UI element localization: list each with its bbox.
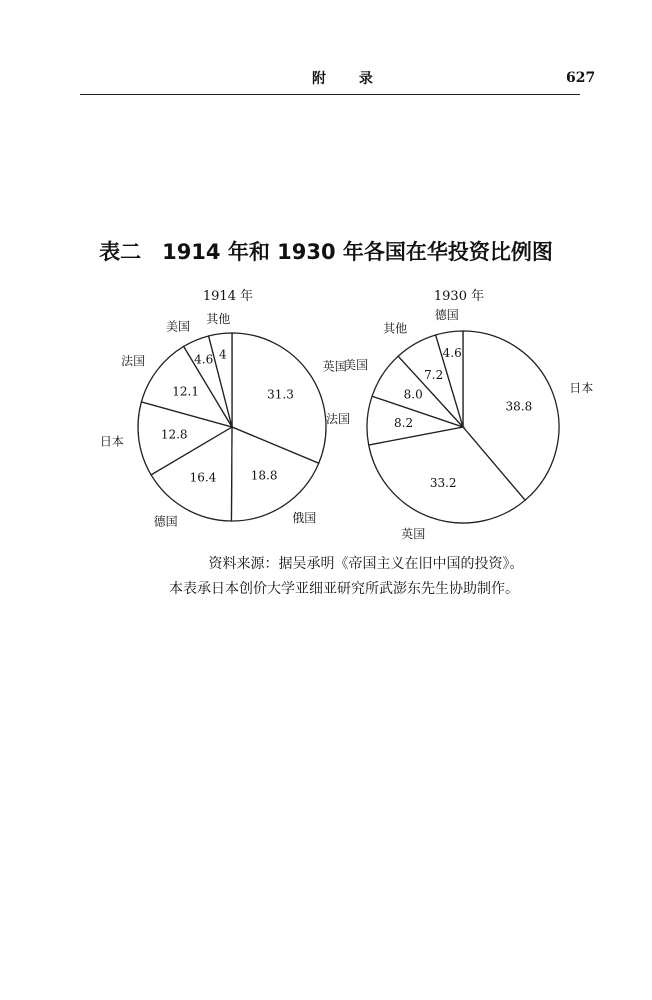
slice-value-label: 4 xyxy=(218,347,227,362)
running-header: 附 录 xyxy=(312,71,387,87)
slice-value-label: 16.4 xyxy=(189,470,217,485)
figure-title: 表二 1914 年和 1930 年各国在华投资比例图 xyxy=(99,240,553,264)
pie-charts xyxy=(0,270,652,560)
slice-category-label: 日本 xyxy=(99,434,124,449)
slice-value-label: 8.2 xyxy=(394,415,414,430)
header-rule xyxy=(80,94,580,95)
slice-value-label: 4.6 xyxy=(194,352,214,367)
page-number: 627 xyxy=(566,70,596,86)
slice-category-label: 英国 xyxy=(322,359,347,374)
slice-category-label: 俄国 xyxy=(292,510,317,525)
slice-category-label: 其他 xyxy=(206,311,231,326)
slice-value-label: 33.2 xyxy=(429,476,457,491)
slice-value-label: 31.3 xyxy=(267,387,294,402)
slice-category-label: 美国 xyxy=(165,319,190,334)
slice-value-label: 18.8 xyxy=(250,468,278,483)
slice-value-label: 38.8 xyxy=(505,399,533,414)
source-caption: 资料来源：据吴承明《帝国主义在旧中国的投资》。 xyxy=(208,556,524,572)
pie-title: 1930 年 xyxy=(433,289,485,304)
slice-category-label: 德国 xyxy=(153,514,178,529)
slice-value-label: 7.2 xyxy=(424,368,444,383)
slice-category-label: 德国 xyxy=(434,307,459,322)
slice-value-label: 8.0 xyxy=(403,387,423,402)
slice-category-label: 日本 xyxy=(569,381,594,395)
credit-caption: 本表承日本创价大学亚细亚研究所武澎东先生协助制作。 xyxy=(169,581,519,597)
slice-category-label: 其他 xyxy=(383,321,408,336)
slice-category-label: 英国 xyxy=(401,526,426,541)
slice-value-label: 12.8 xyxy=(160,427,188,442)
slice-category-label: 美国 xyxy=(344,358,369,373)
slice-value-label: 12.1 xyxy=(172,384,199,399)
pie-title: 1914 年 xyxy=(202,289,254,304)
slice-value-label: 4.6 xyxy=(442,345,462,360)
slice-category-label: 法国 xyxy=(121,354,146,368)
slice-category-label: 法国 xyxy=(325,412,350,427)
